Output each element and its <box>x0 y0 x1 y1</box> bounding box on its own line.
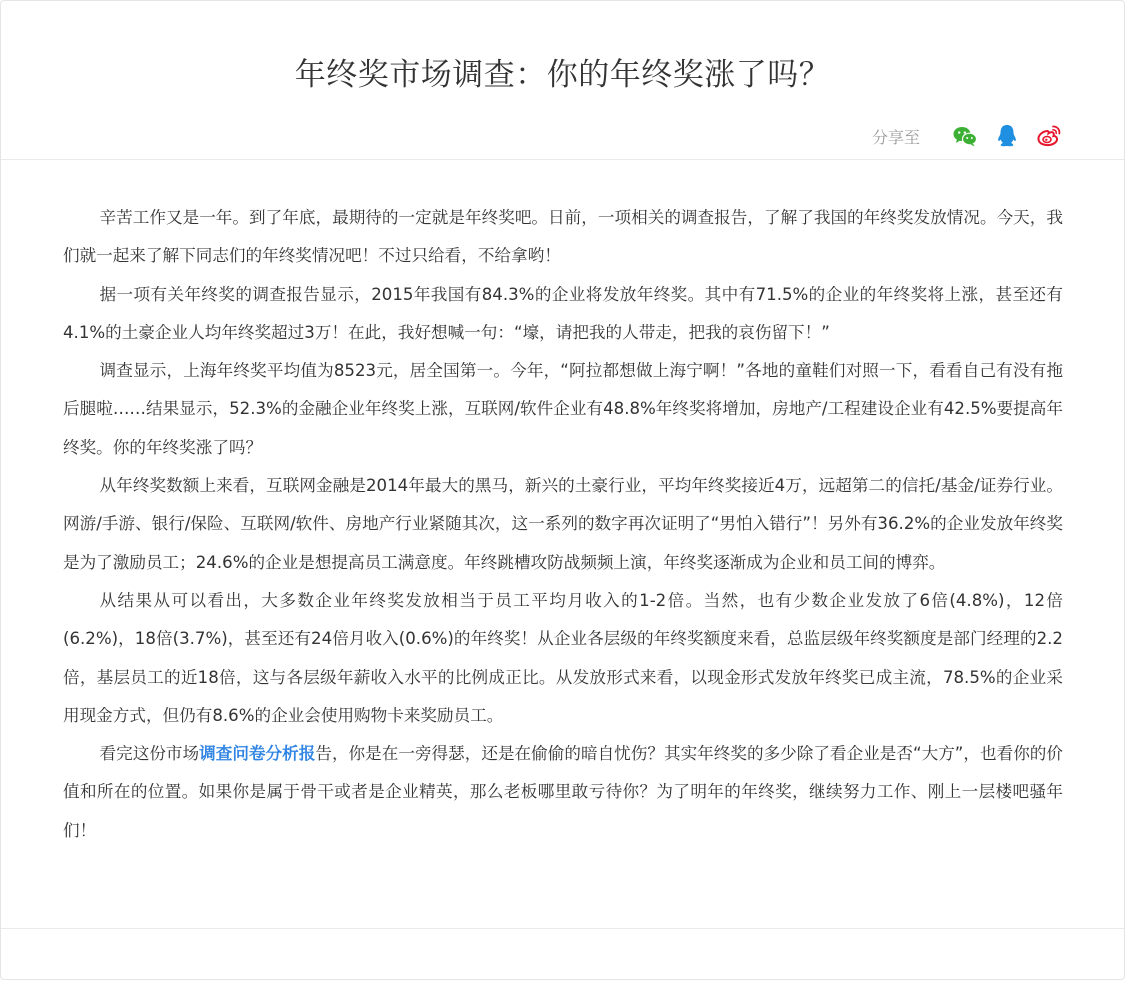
article-paragraph-last <box>63 735 1063 850</box>
article-paragraph: 辛苦工作又是一年。到了年底，最期待的一定就是年终奖吧。日前，一项相关的调查报告，了解了我国的年终奖发放情况。今天，我们就一起来了解下同志们的年终奖情况吧！不过只给看，不给拿哟！ <box>63 208 1063 266</box>
paragraph-text: 告，你是在一旁得瑟，还是在偷偷的暗自忧伤？其实年终奖的多少除了看企业是否“大方”，也看你的价值和所在的位置。如果你是属于骨干或者是企业精英，那么老板哪里敢亏待你？为了明年的年终奖，继续努力工作、刚上一层楼吧骚年们！ <box>63 744 1063 840</box>
article-title: 年终奖市场调查：你的年终奖涨了吗？ <box>294 57 831 93</box>
article-paragraph: 从结果从可以看出，大多数企业年终奖发放相当于员工平均月收入的1-2倍。当然，也有少数企业发放了6倍(4.8%)，12倍(6.2%)，18倍(3.7%)，甚至还有24倍月收入(0.6%)的年终奖！从企业各层级的年终奖额度来看，总监层级年终奖额度是部门经理的2.2倍，基层员工的近18倍，这与各层级年薪收入水平的比例成正比。从发放形式来看，以现金形式发放年终奖已成主流，78.5%的企业采用现金方式，但仍有8.6%的企业会使用购物卡来奖励员工。 <box>63 590 1063 725</box>
wechat-icon[interactable] <box>952 123 978 149</box>
survey-report-link[interactable]: 调查问卷分析报 <box>199 744 316 764</box>
article-paragraph: 调查显示，上海年终奖平均值为8523元，居全国第一。今年，“阿拉都想做上海宁啊！”各地的童鞋们对照一下，看看自己有没有拖后腿啦……结果显示，52.3%的金融企业年终奖上涨，互联网/软件企业有48.8%年终奖将增加，房地产/工程建设企业有42.5%要提高年终奖。你的年终奖涨了吗？ <box>63 361 1063 457</box>
article-header <box>1 1 1124 160</box>
article-body <box>63 199 1063 850</box>
article-footer <box>1 928 1124 980</box>
article-paragraph: 从年终奖数额上来看，互联网金融是2014年最大的黑马，新兴的土豪行业，平均年终奖接近4万，远超第二的信托/基金/证券行业。网游/手游、银行/保险、互联网/软件、房地产行业紧随其次，这一系列的数字再次证明了“男怕入错行”！另外有36.2%的企业发放年终奖是为了激励员工；24.6%的企业是想提高员工满意度。年终跳槽攻防战频频上演，年终奖逐渐成为企业和员工间的博弈。 <box>63 476 1063 572</box>
share-bar <box>872 121 1062 151</box>
paragraph-text: 看完这份市场 <box>99 744 200 764</box>
article-paragraph: 据一项有关年终奖的调查报告显示，2015年我国有84.3%的企业将发放年终奖。其中有71.5%的企业的年终奖将上涨，甚至还有4.1%的土豪企业人均年终奖超过3万！在此，我好想喊一句：“壕，请把我的人带走，把我的哀伤留下！” <box>63 284 1063 342</box>
weibo-icon[interactable] <box>1036 123 1062 149</box>
share-label: 分享至 <box>871 127 920 147</box>
qq-icon[interactable] <box>994 123 1020 149</box>
